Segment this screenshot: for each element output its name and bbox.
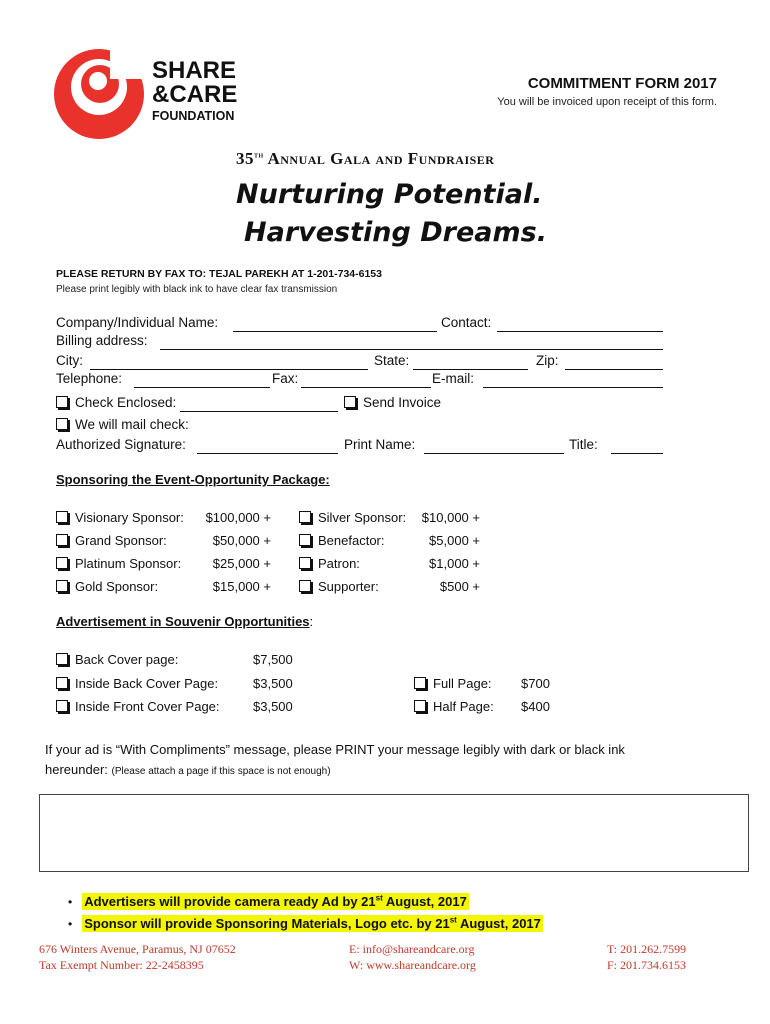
sponsor-option-grand[interactable]: Grand Sponsor: [56, 532, 167, 550]
checkbox-icon[interactable] [56, 511, 68, 523]
ad-price: $3,500 [253, 676, 293, 691]
checkbox-icon[interactable] [344, 396, 356, 408]
sponsor-option-visionary[interactable]: Visionary Sponsor: [56, 509, 184, 527]
telephone-label: Telephone: [56, 371, 123, 386]
checkbox-icon[interactable] [299, 557, 311, 569]
form-title: COMMITMENT FORM 2017 [527, 75, 717, 92]
list-item: • Sponsor will provide Sponsoring Materials, Logo etc. by 21st August, 2017 [68, 915, 541, 931]
list-item: • Advertisers will provide camera ready Ad by 21st August, 2017 [68, 893, 467, 909]
footer-email[interactable]: E: info@shareandcare.org [349, 942, 475, 956]
ads-heading: Advertisement in Souvenir Opportunities: [56, 614, 314, 629]
sponsor-price: $25,000 + [212, 556, 271, 571]
compliments-line2: hereunder: (Please attach a page if this space is not enough) [45, 762, 331, 777]
footer-address: 676 Winters Avenue, Paramus, NJ 07652 [39, 942, 236, 956]
telephone-field[interactable] [134, 387, 270, 388]
zip-label: Zip: [536, 353, 559, 368]
billing-field[interactable] [160, 349, 663, 350]
checkbox-icon[interactable] [56, 396, 68, 408]
checkbox-icon[interactable] [56, 418, 68, 430]
checkbox-icon[interactable] [414, 700, 426, 712]
logo-swirl-icon [52, 47, 152, 142]
title-field[interactable] [611, 453, 663, 454]
logo-share: SHARE [152, 57, 237, 84]
sponsor-price: $500 + [439, 579, 480, 594]
logo [52, 47, 252, 142]
ad-price: $400 [521, 699, 550, 714]
form-subtitle: You will be invoiced upon receipt of this form. [497, 96, 717, 108]
compliments-instructions: If your ad is “With Compliments” message, please PRINT your message legibly with dark or black ink [45, 742, 625, 757]
print-name-field[interactable] [424, 453, 564, 454]
check-enclosed-option[interactable]: Check Enclosed: [56, 394, 176, 412]
sponsor-price: $100,000 + [205, 510, 271, 525]
logo-care: &CARE [152, 81, 238, 108]
event-name: Annual Gala and Fundraiser [267, 149, 495, 168]
state-label: State: [374, 353, 410, 368]
checkbox-icon[interactable] [56, 700, 68, 712]
checkbox-icon[interactable] [56, 534, 68, 546]
mail-check-option[interactable]: We will mail check: [56, 416, 189, 434]
ad-option-inside-back[interactable]: Inside Back Cover Page: [56, 675, 218, 693]
bullet-list [68, 893, 543, 937]
ad-option-back-cover[interactable]: Back Cover page: [56, 651, 178, 669]
sponsor-price: $10,000 + [421, 510, 480, 525]
checkbox-icon[interactable] [414, 677, 426, 689]
contact-field[interactable] [497, 331, 663, 332]
ad-option-full-page[interactable]: Full Page: [414, 675, 492, 693]
compliments-message-box[interactable] [39, 794, 749, 872]
tagline-line1: Nurturing Potential. [236, 179, 543, 210]
ad-option-inside-front[interactable]: Inside Front Cover Page: [56, 698, 220, 716]
sponsor-option-platinum[interactable]: Platinum Sponsor: [56, 555, 181, 573]
checkbox-icon[interactable] [299, 580, 311, 592]
signature-label: Authorized Signature: [56, 437, 186, 452]
checkbox-icon[interactable] [56, 677, 68, 689]
zip-field[interactable] [565, 369, 663, 370]
sponsor-price: $5,000 + [429, 533, 480, 548]
ad-price: $700 [521, 676, 550, 691]
footer-web[interactable]: W: www.shareandcare.org [349, 958, 476, 972]
title-label: Title: [569, 437, 598, 452]
event-ordinal: 35 [236, 149, 254, 168]
event-ordinal-suffix: th [254, 149, 264, 160]
sponsor-option-patron[interactable]: Patron: [299, 555, 360, 573]
checkbox-icon[interactable] [56, 580, 68, 592]
sponsor-option-gold[interactable]: Gold Sponsor: [56, 578, 158, 596]
logo-foundation: FOUNDATION [152, 109, 235, 123]
checkbox-icon[interactable] [299, 534, 311, 546]
print-name-label: Print Name: [344, 437, 416, 452]
event-title [236, 149, 494, 169]
checkbox-icon[interactable] [299, 511, 311, 523]
check-enclosed-field[interactable] [180, 411, 338, 412]
checkbox-icon[interactable] [56, 653, 68, 665]
tagline-line2: Harvesting Dreams. [244, 217, 547, 248]
ad-price: $7,500 [253, 652, 293, 667]
city-label: City: [56, 353, 83, 368]
ad-price: $3,500 [253, 699, 293, 714]
company-field[interactable] [233, 331, 437, 332]
sponsor-price: $50,000 + [212, 533, 271, 548]
company-label: Company/Individual Name: [56, 315, 219, 330]
sponsor-heading: Sponsoring the Event-Opportunity Package: [56, 472, 330, 487]
return-note: Please print legibly with black ink to have clear fax transmission [56, 284, 338, 295]
signature-field[interactable] [197, 453, 338, 454]
footer-contact-block [349, 941, 476, 973]
tagline [236, 176, 547, 252]
footer-fax: F: 201.734.6153 [607, 958, 687, 972]
footer-phone-block [607, 941, 686, 973]
sponsor-option-supporter[interactable]: Supporter: [299, 578, 379, 596]
email-label: E-mail: [432, 371, 475, 386]
sponsor-option-silver[interactable]: Silver Sponsor: [299, 509, 406, 527]
fax-label: Fax: [272, 371, 299, 386]
checkbox-icon[interactable] [56, 557, 68, 569]
footer-address-block [39, 941, 236, 973]
contact-label: Contact: [441, 315, 492, 330]
footer-tax: Tax Exempt Number: 22-2458395 [39, 958, 204, 972]
sponsor-price: $1,000 + [429, 556, 480, 571]
return-fax: PLEASE RETURN BY FAX TO: TEJAL PAREKH AT 1-201-734-6153 [56, 268, 382, 280]
sponsor-option-benefactor[interactable]: Benefactor: [299, 532, 385, 550]
fax-field[interactable] [301, 387, 431, 388]
footer-phone: T: 201.262.7599 [607, 942, 687, 956]
billing-label: Billing address: [56, 333, 148, 348]
ad-option-half-page[interactable]: Half Page: [414, 698, 494, 716]
send-invoice-option[interactable]: Send Invoice [344, 394, 441, 412]
city-field[interactable] [90, 369, 368, 370]
sponsor-price: $15,000 + [212, 579, 271, 594]
email-field[interactable] [483, 387, 663, 388]
